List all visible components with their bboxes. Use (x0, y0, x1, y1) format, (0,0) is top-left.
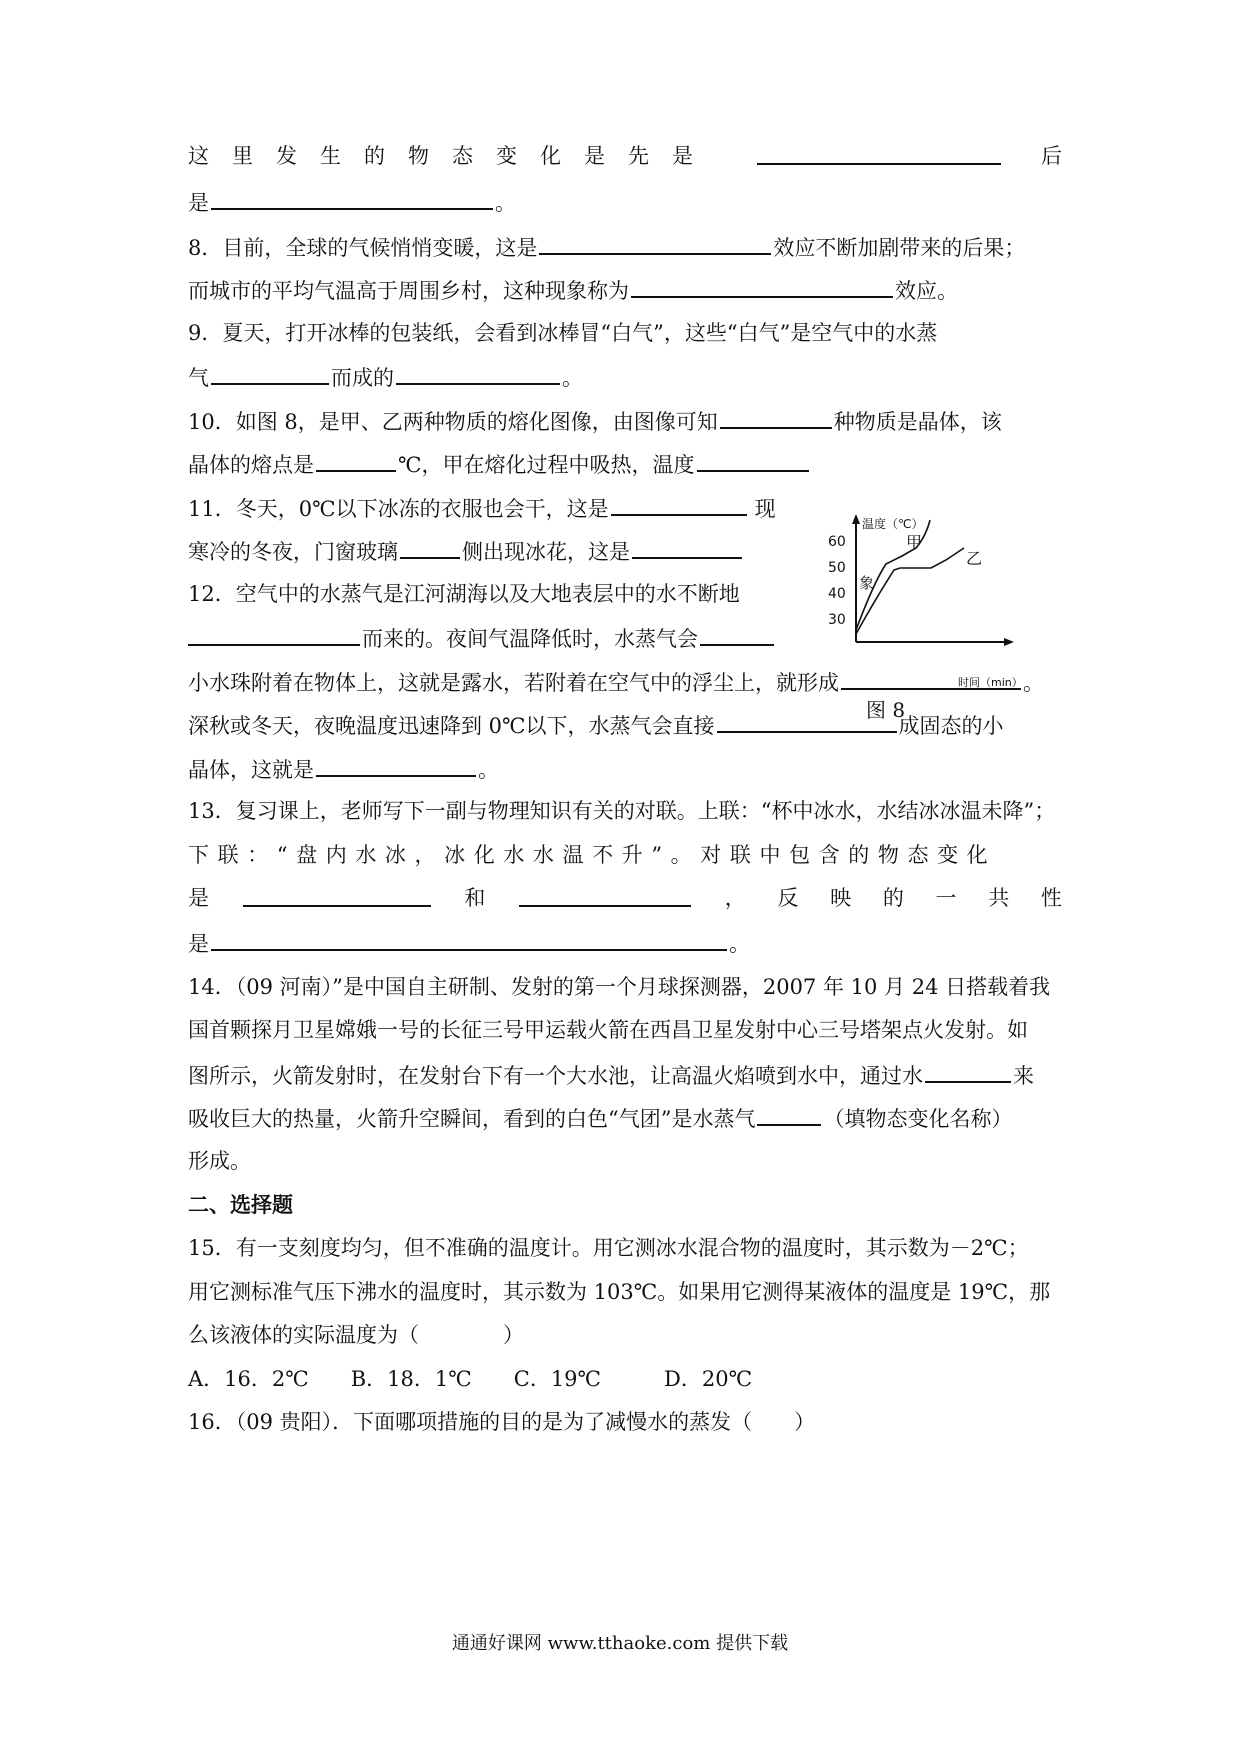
q13-line-3 (188, 883, 1062, 913)
q12-line-2 (188, 622, 776, 654)
q11-line-1 (188, 492, 776, 524)
figure-8-graph (828, 512, 1036, 692)
q8-blank-1[interactable] (539, 231, 771, 255)
q13-char-yi: 一 (935, 886, 957, 910)
q9-blank-2[interactable] (396, 361, 560, 385)
q10-blank-2[interactable] (316, 448, 396, 472)
q9-line-2 (188, 361, 583, 393)
fig8-occluded-char: 象 (859, 574, 875, 592)
q13-text-1: 13．复习课上，老师写下一副与物理知识有关的对联。上联：“杯中冰水，水结冰冰温未降”； (188, 799, 1056, 823)
q8-blank-2[interactable] (631, 274, 893, 298)
q14-text-7: 形成。 (188, 1149, 251, 1173)
q10-blank-3[interactable] (697, 448, 809, 472)
q7-period: 。 (495, 191, 516, 215)
q9-period: 。 (562, 366, 583, 390)
q12-line-1 (188, 579, 740, 609)
q10-line-1 (188, 405, 1002, 437)
q16-text-1: 16．（09 贵阳）．下面哪项措施的目的是为了减慢水的蒸发（ ） (188, 1410, 816, 1434)
q10-line-2 (188, 448, 811, 480)
q9-text-3: 而成的 (331, 366, 394, 390)
q13-blank-1[interactable] (243, 883, 431, 907)
q11-text-1: 11．冬天，0℃以下冰冻的衣服也会干，这是 (188, 497, 609, 521)
q8-text-2: 效应不断加剧带来的后果； (773, 236, 1026, 260)
q15-text-1: 15．有一支刻度均匀，但不准确的温度计。用它测冰水混合物的温度时，其示数为－2℃； (188, 1236, 1029, 1260)
q8-line-1 (188, 231, 1025, 263)
q16-line-1 (188, 1407, 815, 1437)
q13-blank-3[interactable] (211, 927, 727, 951)
fig8-tick-60: 60 (828, 534, 846, 550)
q12-text-3: 小水珠附着在物体上，这就是露水，若附着在空气中的浮尘上，就形成 (188, 671, 839, 695)
q13-line-4 (188, 927, 750, 959)
q8-text-1: 8．目前，全球的气候悄悄变暖，这是 (188, 236, 538, 260)
q11-blank-2[interactable] (400, 535, 460, 559)
q14-text-1: 14．（09 河南）”是中国自主研制、发射的第一个月球探测器，2007 年 10 月 24 日搭载着我 (188, 975, 1051, 999)
q15-options-text: A．16．2℃ B．18．1℃ C．19℃ D．20℃ (188, 1367, 753, 1391)
q7-text: 这里发生的物态变化是先是 (188, 144, 716, 168)
q12-blank-5[interactable] (316, 753, 476, 777)
q11-text-3: 寒冷的冬夜，门窗玻璃 (188, 540, 398, 564)
fig8-y-label: 温度（℃） (862, 517, 924, 531)
q13-char-de: 的 (882, 886, 904, 910)
q10-text-1: 10．如图 8，是甲、乙两种物质的熔化图像，由图像可知 (188, 410, 718, 434)
q12-text-6: 晶体，这就是 (188, 758, 314, 782)
q14-text-2: 国首颗探月卫星嫦娥一号的长征三号甲运载火箭在西昌卫星发射中心三号塔架点火发射。如 (188, 1018, 1028, 1042)
q9-text-2: 气 (188, 366, 209, 390)
q15-line-1 (188, 1233, 1029, 1263)
q11-line-2 (188, 535, 744, 567)
q7-line-2 (188, 186, 516, 218)
q12-period-1: 。 (1023, 671, 1044, 695)
q11-blank-3[interactable] (632, 535, 742, 559)
q14-text-3: 图所示，火箭发射时，在发射台下有一个大水池，让高温火焰喷到水中，通过水 (188, 1064, 923, 1088)
q14-text-5: 吸收巨大的热量，火箭升空瞬间，看到的白色“气团”是水蒸气 (188, 1107, 756, 1131)
q12-text-1: 12．空气中的水蒸气是江河湖海以及大地表层中的水不断地 (188, 582, 740, 606)
q7-text-shi: 是 (188, 191, 209, 215)
q8-text-4: 效应。 (895, 279, 958, 303)
q12-period-2: 。 (478, 758, 499, 782)
q15-text-2: 用它测标准气压下沸水的温度时，其示数为 103℃。如果用它测得某液体的温度是 19℃，那 (188, 1280, 1051, 1304)
q12-blank-1[interactable] (188, 622, 360, 646)
q15-line-2 (188, 1277, 1050, 1307)
q14-blank-1[interactable] (925, 1059, 1011, 1083)
fig8-label-jia: 甲 (906, 533, 923, 552)
q13-line-1 (188, 796, 1055, 826)
q8-text-3: 而城市的平均气温高于周围乡村，这种现象称为 (188, 279, 629, 303)
q13-period: 。 (729, 932, 750, 956)
q14-blank-2[interactable] (757, 1102, 821, 1126)
q13-text-2: 下联：“盘内水冰，冰化水水温不升”。对联中包含的物态变化 (188, 843, 997, 867)
q12-text-5: 成固态的小 (898, 714, 1004, 738)
fig8-tick-40: 40 (828, 586, 846, 602)
q14-text-4: 来 (1013, 1064, 1034, 1088)
q12-blank-2[interactable] (700, 622, 774, 646)
q14-line-1 (188, 972, 1050, 1002)
q7-line-1 (188, 141, 1062, 171)
q14-line-4 (188, 1102, 1012, 1134)
q15-text-3: 么该液体的实际温度为（ ） (188, 1323, 524, 1347)
q12-text-4: 深秋或冬天，夜晚温度迅速降到 0℃以下，水蒸气会直接 (188, 714, 715, 738)
fig8-x-arrow (1004, 638, 1014, 646)
q13-char-fan: 反 (777, 886, 799, 910)
q13-char-ying: 映 (830, 886, 852, 910)
q13-text-3: 是 (188, 886, 209, 910)
q13-comma: ， (724, 886, 746, 910)
q12-line-5 (188, 753, 499, 785)
fig8-label-yi: 乙 (966, 549, 983, 568)
q9-line-1 (188, 318, 937, 348)
q14-line-3 (188, 1059, 1034, 1091)
section-2-title: 二、选择题 (188, 1193, 293, 1217)
q14-line-2 (188, 1015, 1028, 1045)
q9-blank-1[interactable] (211, 361, 329, 385)
q13-blank-2[interactable] (519, 883, 691, 907)
q7-text-after: 后 (1041, 144, 1062, 168)
q10-blank-1[interactable] (720, 405, 832, 429)
q13-text-he: 和 (464, 886, 486, 910)
q10-text-3: 晶体的熔点是 (188, 453, 314, 477)
page-footer: 通通好课网 www.tthaoke.com 提供下载 (451, 1633, 789, 1654)
q15-options (188, 1364, 752, 1394)
q13-text-4: 是 (188, 932, 209, 956)
q11-text-4: 侧出现冰花，这是 (462, 540, 630, 564)
q9-text-1: 9．夏天，打开冰棒的包装纸，会看到冰棒冒“白气”，这些“白气”是空气中的水蒸 (188, 321, 938, 345)
q8-line-2 (188, 274, 958, 306)
fig8-caption: 图 8 (866, 698, 906, 722)
q14-text-6: （填物态变化名称） (823, 1107, 1013, 1131)
fig8-x-label: 时间（min） (958, 676, 1023, 689)
q13-char-gong: 共 (988, 886, 1010, 910)
q7-blank-2[interactable] (211, 186, 493, 210)
q10-text-2: 种物质是晶体，该 (833, 410, 1002, 434)
q10-text-4: ℃，甲在熔化过程中吸热，温度 (398, 453, 695, 477)
q14-line-5 (188, 1146, 251, 1176)
q13-line-2 (188, 840, 996, 870)
fig8-tick-50: 50 (828, 560, 846, 576)
fig8-tick-30: 30 (828, 612, 846, 628)
q12-text-2: 而来的。夜间气温降低时，水蒸气会 (362, 627, 698, 651)
q11-text-2: 现 (754, 497, 776, 521)
q11-blank-1[interactable] (611, 492, 747, 516)
q15-line-3 (188, 1320, 524, 1350)
q13-char-xing: 性 (1040, 886, 1062, 910)
fig8-y-arrow (852, 514, 860, 524)
q7-blank-1[interactable] (757, 141, 1001, 165)
